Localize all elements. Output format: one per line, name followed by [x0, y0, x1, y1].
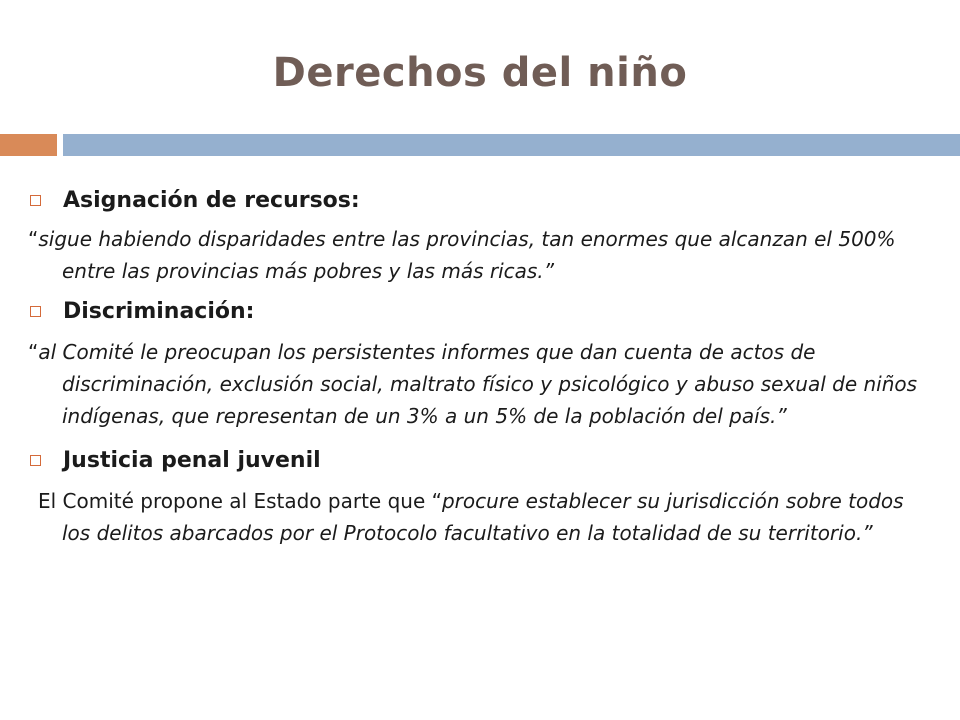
square-bullet-icon: [30, 195, 41, 206]
quote-text: procure establecer su jurisdicción sobre todos los delitos abarcados por el Protocolo facultativo en la totalidad de su territorio.”: [62, 489, 904, 545]
accent-bar-left: [0, 134, 57, 156]
quote-discriminacion: [28, 336, 928, 432]
quote-prefix: “: [28, 340, 39, 364]
slide-body: [28, 188, 928, 549]
quote-text: sigue habiendo disparidades entre las provincias, tan enormes que alcanzan el 500% entre las provincias más pobres y las más ricas.”: [38, 227, 896, 283]
bullet-heading-discriminacion: [28, 299, 928, 324]
square-bullet-icon: [30, 306, 41, 317]
bullet-heading-justicia: [28, 448, 928, 473]
accent-bar-right: [63, 134, 960, 156]
quote-text: al Comité le preocupan los persistentes informes que dan cuenta de actos de discriminación, exclusión social, maltrato físico y psicológico y abuso sexual de niños indígenas, que representan de un 3% a un 5% de la población del país.”: [38, 340, 918, 428]
quote-justicia: [28, 485, 928, 549]
quote-prefix: “: [28, 227, 39, 251]
heading-text: Discriminación:: [63, 299, 255, 324]
quote-prefix: El Comité propone al Estado parte que “: [38, 489, 442, 513]
heading-text: Asignación de recursos:: [63, 188, 360, 213]
slide-title: Derechos del niño: [272, 50, 688, 96]
heading-text: Justicia penal juvenil: [63, 448, 321, 473]
square-bullet-icon: [30, 455, 41, 466]
quote-recursos: [28, 223, 928, 287]
bullet-heading-recursos: [28, 188, 928, 213]
